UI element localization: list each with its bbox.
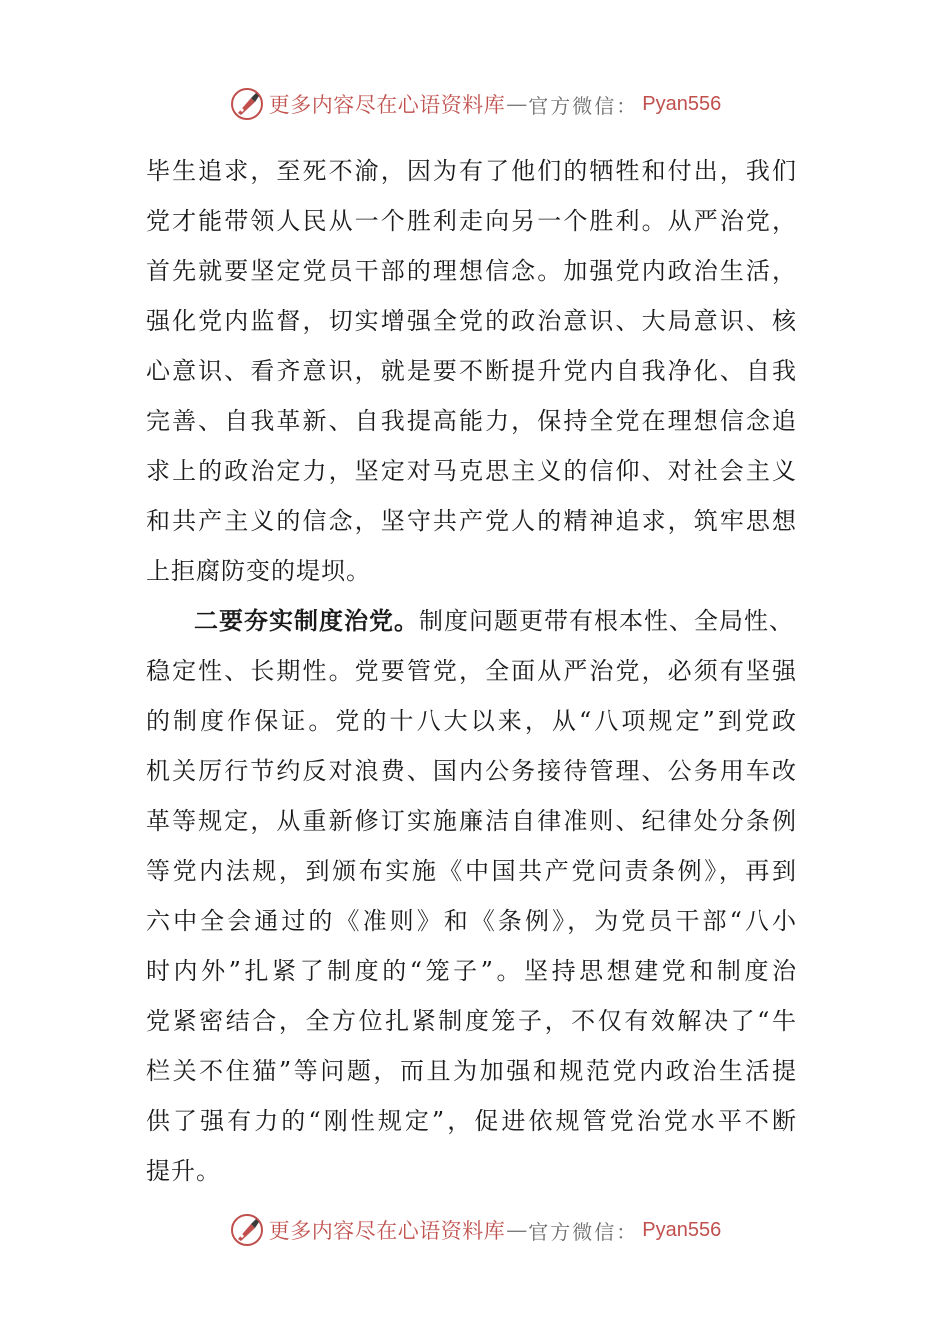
- text-line: 党紧密结合，全方位扎紧制度笼子，不仅有效解决了“牛: [146, 1007, 796, 1035]
- text-line: 机关厉行节约反对浪费、国内公务接待管理、公务用车改: [146, 757, 796, 785]
- paragraph-2: [146, 596, 796, 1196]
- header-banner: [0, 84, 950, 124]
- paragraph-heading: 二要夯实制度治党。: [194, 606, 419, 635]
- document-body: [146, 146, 796, 1196]
- text-run: 制度问题更带有根本性、全局性、: [419, 607, 794, 635]
- footer-banner: [0, 1210, 950, 1250]
- text-line: 的制度作保证。党的十八大以来，从“八项规定”到党政: [146, 707, 796, 735]
- banner-slogan: 更多内容尽在心语资料库: [268, 1219, 506, 1243]
- text-line: 党才能带领人民从一个胜利走向另一个胜利。从严治党，: [146, 207, 796, 235]
- text-line: 强化党内监督，切实增强全党的政治意识、大局意识、核: [146, 307, 796, 335]
- text-line: 毕生追求，至死不渝，因为有了他们的牺牲和付出，我们: [146, 157, 796, 185]
- banner-wechat-handle: Pyan556: [642, 1218, 722, 1241]
- banner-wechat-label: 官方微信：: [528, 1219, 639, 1244]
- text-line: 首先就要坚定党员干部的理想信念。加强党内政治生活，: [146, 257, 796, 285]
- banner-slogan: 更多内容尽在心语资料库: [268, 93, 506, 117]
- text-line: 时内外”扎紧了制度的“笼子”。坚持思想建党和制度治: [146, 957, 796, 985]
- pen-nib-logo-icon: [229, 86, 265, 122]
- text-line: 等党内法规，到颁布实施《中国共产党问责条例》，再到: [146, 857, 796, 885]
- text-line: [146, 596, 796, 646]
- banner-wechat-handle: Pyan556: [642, 92, 722, 115]
- banner-wechat-label: 官方微信：: [528, 93, 639, 118]
- text-line: 提升。: [146, 1157, 221, 1185]
- text-line: 心意识、看齐意识，就是要不断提升党内自我净化、自我: [146, 357, 796, 385]
- text-line: 六中全会通过的《准则》和《条例》，为党员干部“八小: [146, 907, 796, 935]
- text-line: 革等规定，从重新修订实施廉洁自律准则、纪律处分条例: [146, 807, 796, 835]
- text-line: 求上的政治定力，坚定对马克思主义的信仰、对社会主义: [146, 457, 796, 485]
- text-line: 完善、自我革新、自我提高能力，保持全党在理想信念追: [146, 407, 796, 435]
- text-line: 和共产主义的信念，坚守共产党人的精神追求，筑牢思想: [146, 507, 796, 535]
- text-line: 上拒腐防变的堤坝。: [146, 557, 371, 585]
- text-line: 供了强有力的“刚性规定”，促进依规管党治党水平不断: [146, 1107, 796, 1135]
- pen-nib-logo-icon: [229, 1212, 265, 1248]
- banner-separator: —: [506, 92, 528, 116]
- text-line: 栏关不住猫”等问题，而且为加强和规范党内政治生活提: [146, 1057, 796, 1085]
- paragraph-1: [146, 146, 796, 596]
- text-line: 稳定性、长期性。党要管党，全面从严治党，必须有坚强: [146, 657, 796, 685]
- banner-separator: —: [506, 1218, 528, 1242]
